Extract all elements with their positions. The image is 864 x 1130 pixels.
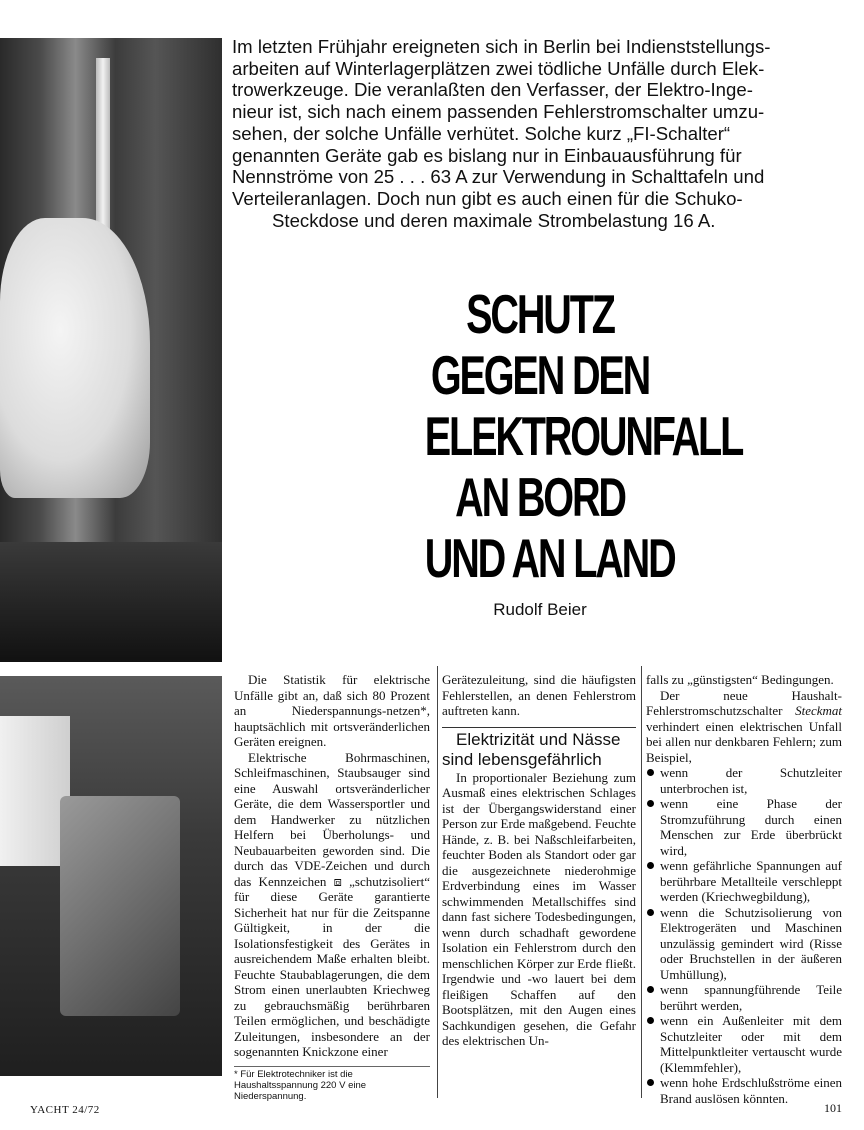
column-rule (641, 666, 642, 1098)
bullet-dot-icon (647, 800, 654, 807)
article-headline (424, 283, 743, 589)
intro-line: Verteileranlagen. Doch nun gibt es auch einen für die Schuko- (232, 187, 743, 209)
body-paragraph: Die Statistik für elektrische Unfälle gibt an, daß sich 80 Prozent an Niederspannungs-netzen*, hauptsächlich mit ortsveränderlichen Geräten ereignen. (234, 672, 430, 749)
bullet-item: wenn hohe Erdschlußströme einen Brand auslösen könnten. (646, 1075, 842, 1106)
bullet-item: wenn spannungführende Teile berührt werden, (646, 982, 842, 1013)
bullet-item: wenn die Schutzisolierung von Elektrogeräten und Maschinen unzulässig gemindert wird (Risse oder Bruchstellen in der äußeren Umhüllung), (646, 905, 842, 983)
photo-floor (0, 542, 222, 662)
bullet-dot-icon (647, 909, 654, 916)
body-paragraph: Elektrische Bohrmaschinen, Schleifmaschinen, Staubsauger sind eine Auswahl ortsveränderlicher Geräte, die dem Wassersportler und dem Handwerker zu nützlichen Helfern bei Überholungs- und Neubauarbeiten geworden sind. Die durch das VDE-Zeichen und durch das Kennzeichen ⧈ „schutzisoliert“ für diese Geräte garantierte Sicherheit hat nur für die Zeitspanne Gültigkeit, in der die Isolationsfestigkeit des Gerätes in ausreichendem Maße erhalten bleibt. Feuchte Staubablagerungen, die dem Strom einen unerlaubten Kriechweg zu gebrauchsmäßig berührbaren Teilen ermöglichen, und beschädigte Zuleitungen, insbesondere an der sogenannten Knickzone einer (234, 749, 430, 1059)
subhead-rule (442, 727, 636, 728)
product-name: Steckmat (795, 703, 842, 718)
headline-line: AN BORD (455, 466, 625, 528)
photo-figure (0, 218, 150, 498)
bullet-item: wenn ein Außenleiter mit dem Schutzleiter oder mit dem Mittelpunktleiter vertauscht wurde (Klemmfehler), (646, 1013, 842, 1075)
page-number: 101 (824, 1101, 842, 1115)
photo-fi-device (60, 796, 180, 1016)
intro-line: arbeiten auf Winterlagerplätzen zwei tödliche Unfälle durch Elek- (232, 57, 765, 79)
bullet-dot-icon (647, 769, 654, 776)
headline-line: UND AN LAND (424, 527, 675, 589)
author-byline: Rudolf Beier (493, 600, 587, 619)
magazine-folio: YACHT 24/72 (30, 1104, 100, 1116)
body-column-3 (646, 672, 842, 1106)
bullet-dot-icon (647, 1017, 654, 1024)
bullet-item: wenn eine Phase der Stromzuführung durch einen Menschen zur Erde überbrückt wird, (646, 796, 842, 858)
body-column-2 (442, 672, 636, 1049)
bullet-dot-icon (647, 1079, 654, 1086)
body-text: verhindert einen elektrischen Unfall bei allen nur denkbaren Fehlern; zum Beispiel, (646, 718, 842, 765)
body-paragraph: Gerätezuleitung, sind die häufigsten Fehlerstellen, an denen Fehlerstrom auftreten kann. (442, 672, 636, 718)
body-text: Der neue Haushalt-Fehlerstromschutzschalter (646, 687, 842, 718)
intro-line: sehen, der solche Unfälle verhütet. Solche kurz „FI-Schalter“ (232, 122, 731, 144)
bullet-item: wenn der Schutzleiter unterbrochen ist, (646, 765, 842, 796)
intro-line: trowerkzeuge. Die veranlaßten den Verfasser, der Elektro-Inge- (232, 79, 753, 101)
intro-line: Im letzten Frühjahr ereigneten sich in Berlin bei Indienststellungs- (232, 36, 771, 57)
body-paragraph: In proportionaler Beziehung zum Ausmaß eines elektrischen Schlages ist der Übergangswiderstand einer Person zur Erde maßgebend. Feuchte Hände, z. B. bei Naßschleifarbeiten, feuchter Boden als Standort oder gar die ausgezeichnete niederohmige Erdverbindung eines im Wasser schwimmenden Metallschiffes sind dann fast sichere Todesbedingungen, wenn durch schadhaft gewordene Isolation ein Fehlerstrom durch den menschlichen Körper zur Erde fließt. Irgendwie und -wo lauert bei dem fleißigen Schaffen auf den Bootsplätzen, mit den Augen eines Sachkundigen gesehen, die Gefahr des elektrischen Un- (442, 769, 636, 1048)
bullet-item: wenn gefährliche Spannungen auf berührbare Metallteile verschleppt werden (Kriechwegbildung), (646, 858, 842, 905)
column-rule (437, 666, 438, 1098)
bullet-dot-icon (647, 986, 654, 993)
headline-line: GEGEN DEN (430, 344, 650, 406)
intro-line: Steckdose und deren maximale Strombelastung 16 A. (272, 209, 716, 231)
section-subhead: Elektrizität und Nässe sind lebensgefährlich (442, 729, 621, 769)
bullet-dot-icon (647, 862, 654, 869)
intro-line: nieur ist, sich nach einem passenden Fehlerstromschalter umzu- (232, 101, 765, 123)
body-column-1 (234, 672, 430, 1060)
intro-paragraph (232, 36, 838, 231)
body-paragraph (646, 688, 842, 766)
headline-line: SCHUTZ (466, 283, 614, 345)
body-paragraph: falls zu „günstigsten“ Bedingungen. (646, 672, 834, 687)
footnote: * Für Elektrotechniker ist die Haushaltsspannung 220 V eine Niederspannung. (234, 1066, 430, 1102)
intro-line: Nennströme von 25 . . . 63 A zur Verwendung in Schalttafeln und (232, 166, 765, 188)
photo-person-with-pole (0, 38, 222, 662)
headline-line: ELEKTROUNFALL (424, 405, 743, 467)
photo-socket-device (0, 676, 222, 1076)
intro-line: genannten Geräte gab es bislang nur in Einbauausführung für (232, 144, 742, 166)
